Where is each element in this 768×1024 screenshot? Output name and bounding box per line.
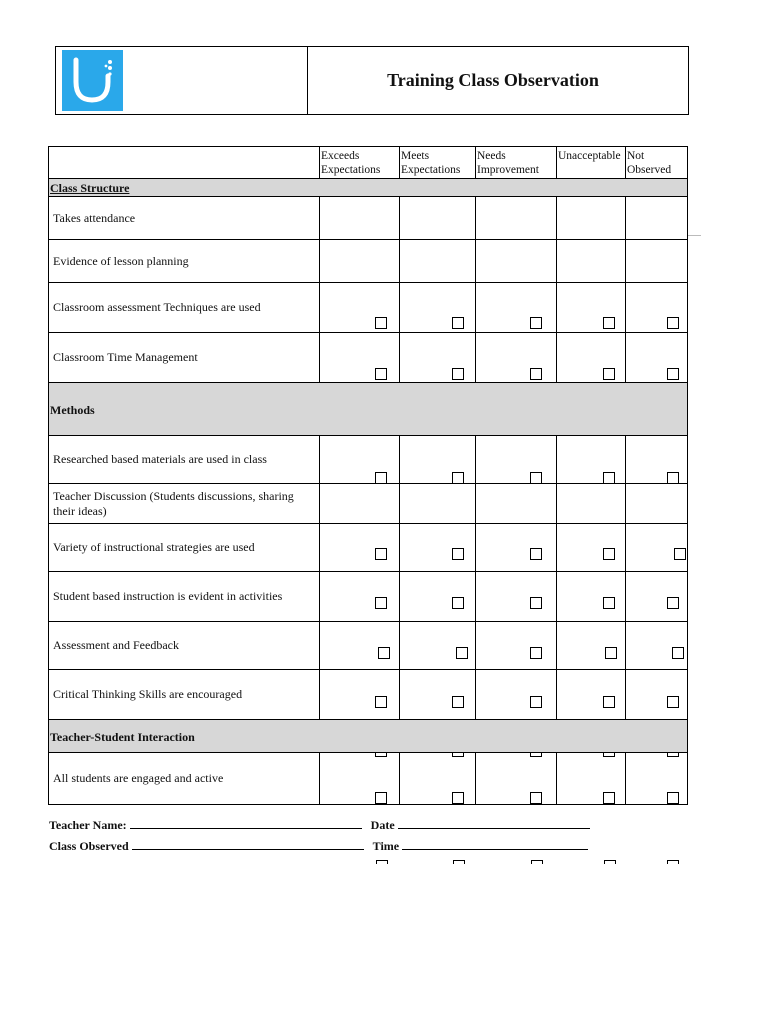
rating-cell (476, 484, 557, 524)
checkbox[interactable] (375, 317, 387, 329)
checkbox[interactable] (674, 548, 686, 560)
brand-logo-icon (62, 50, 123, 111)
checkbox[interactable] (530, 317, 542, 329)
rating-cell (320, 240, 400, 283)
col-meets: Meets Expectations (400, 147, 476, 179)
checkbox[interactable] (672, 647, 684, 659)
date-field[interactable] (398, 818, 590, 829)
rating-cell (557, 572, 626, 622)
rating-cell (400, 436, 476, 484)
checkbox[interactable] (603, 548, 615, 560)
table-row (49, 283, 688, 333)
checkbox[interactable] (378, 647, 390, 659)
observation-table (48, 146, 688, 805)
table-row (49, 197, 688, 240)
teacher-name-field[interactable] (130, 818, 362, 829)
checkbox[interactable] (530, 753, 542, 757)
page-title: Training Class Observation (387, 70, 599, 90)
rating-cell (400, 524, 476, 572)
rating-cell (320, 283, 400, 333)
table-row (49, 484, 688, 524)
checkbox[interactable] (530, 647, 542, 659)
criteria-header (49, 147, 320, 179)
checkbox[interactable] (375, 472, 387, 484)
rating-cell (476, 197, 557, 240)
checkbox[interactable] (452, 753, 464, 757)
table-row (49, 436, 688, 484)
rating-cell (557, 240, 626, 283)
rating-cell (400, 283, 476, 333)
col-unacceptable: Unacceptable (557, 147, 626, 179)
time-field[interactable] (402, 839, 588, 850)
rating-cell (557, 670, 626, 720)
checkbox (376, 860, 388, 864)
checkbox[interactable] (667, 317, 679, 329)
checkbox[interactable] (375, 548, 387, 560)
rating-cell (557, 622, 626, 670)
criterion-label: Student based instruction is evident in activities (49, 572, 320, 622)
rating-cell (400, 240, 476, 283)
checkbox[interactable] (603, 753, 615, 757)
criterion-label: Variety of instructional strategies are used (49, 524, 320, 572)
rating-cell (476, 572, 557, 622)
checkbox[interactable] (603, 696, 615, 708)
checkbox[interactable] (375, 753, 387, 757)
rating-cell (626, 572, 688, 622)
teacher-date-row (49, 818, 590, 833)
rating-cell (476, 240, 557, 283)
criterion-label: Critical Thinking Skills are encouraged (49, 670, 320, 720)
class-time-row (49, 839, 588, 854)
rating-cell (320, 753, 400, 805)
rating-cell (400, 484, 476, 524)
criterion-label: All students are engaged and active (49, 753, 320, 805)
checkbox[interactable] (603, 317, 615, 329)
checkbox (531, 860, 543, 864)
rating-cell (557, 197, 626, 240)
rating-cell (626, 622, 688, 670)
checkbox (667, 860, 679, 864)
checkbox[interactable] (667, 792, 679, 804)
table-row (49, 333, 688, 383)
checkbox[interactable] (667, 368, 679, 380)
rating-cell (626, 283, 688, 333)
checkbox[interactable] (375, 368, 387, 380)
rating-cell (476, 436, 557, 484)
rating-cell (626, 670, 688, 720)
col-exceeds: Exceeds Expectations (320, 147, 400, 179)
rating-cell (557, 333, 626, 383)
rating-cell (320, 436, 400, 484)
rating-cell (476, 524, 557, 572)
checkbox[interactable] (452, 597, 464, 609)
table-row (49, 524, 688, 572)
checkbox[interactable] (452, 696, 464, 708)
table-row (49, 622, 688, 670)
rating-cell (400, 197, 476, 240)
section-label: Methods (49, 383, 688, 436)
rating-cell (476, 333, 557, 383)
rating-cell (476, 753, 557, 805)
checkbox[interactable] (452, 472, 464, 484)
rating-cell (476, 283, 557, 333)
rating-cell (626, 197, 688, 240)
col-needs: Needs Improvement (476, 147, 557, 179)
date-label: Date (370, 818, 395, 832)
rating-cell (626, 484, 688, 524)
rating-cell (320, 572, 400, 622)
title-cell (308, 47, 688, 114)
criterion-label: Classroom assessment Techniques are used (49, 283, 320, 333)
rating-cell (320, 484, 400, 524)
section-label: Teacher-Student Interaction (49, 720, 688, 753)
rating-cell (320, 524, 400, 572)
rating-cell (476, 670, 557, 720)
class-observed-field[interactable] (132, 839, 364, 850)
rating-cell (626, 333, 688, 383)
checkbox[interactable] (456, 647, 468, 659)
rating-cell (626, 753, 688, 805)
rating-cell (400, 333, 476, 383)
rating-cell (400, 753, 476, 805)
checkbox[interactable] (530, 368, 542, 380)
rating-cell (400, 670, 476, 720)
checkbox[interactable] (667, 472, 679, 484)
criterion-label: Researched based materials are used in class (49, 436, 320, 484)
class-observed-label: Class Observed (49, 839, 129, 853)
checkbox[interactable] (530, 792, 542, 804)
checkbox[interactable] (452, 368, 464, 380)
section-teacher-student-interaction (49, 720, 688, 753)
rating-cell (626, 240, 688, 283)
checkbox[interactable] (667, 597, 679, 609)
table-row (49, 240, 688, 283)
checkbox[interactable] (375, 597, 387, 609)
criterion-label: Takes attendance (49, 197, 320, 240)
criterion-label: Assessment and Feedback (49, 622, 320, 670)
checkbox[interactable] (452, 317, 464, 329)
checkbox[interactable] (603, 597, 615, 609)
criterion-label: Classroom Time Management (49, 333, 320, 383)
checkbox[interactable] (603, 792, 615, 804)
checkbox[interactable] (375, 792, 387, 804)
table-row (49, 572, 688, 622)
header-box (55, 46, 689, 115)
checkbox (453, 860, 465, 864)
checkbox[interactable] (603, 472, 615, 484)
rating-cell (557, 436, 626, 484)
divider (687, 235, 701, 236)
rating-cell (320, 670, 400, 720)
criterion-label: Teacher Discussion (Students discussions, sharing their ideas) (49, 484, 320, 524)
rating-cell (400, 622, 476, 670)
teacher-name-label: Teacher Name: (49, 818, 127, 832)
checkbox[interactable] (667, 696, 679, 708)
checkbox[interactable] (605, 647, 617, 659)
logo-cell (56, 47, 308, 114)
rating-cell (557, 283, 626, 333)
section-label: Class Structure (49, 179, 688, 197)
checkbox (604, 860, 616, 864)
checkbox[interactable] (530, 696, 542, 708)
checkbox[interactable] (530, 472, 542, 484)
rating-cell (400, 572, 476, 622)
rating-cell (626, 524, 688, 572)
column-header-row (49, 147, 688, 179)
checkbox[interactable] (530, 597, 542, 609)
checkbox[interactable] (452, 548, 464, 560)
rating-cell (557, 753, 626, 805)
rating-cell (557, 484, 626, 524)
checkbox[interactable] (603, 368, 615, 380)
table-row (49, 670, 688, 720)
checkbox[interactable] (530, 548, 542, 560)
rating-cell (476, 622, 557, 670)
col-not-observed: Not Observed (626, 147, 688, 179)
checkbox[interactable] (375, 696, 387, 708)
section-class-structure (49, 179, 688, 197)
section-methods (49, 383, 688, 436)
rating-cell (557, 524, 626, 572)
checkbox[interactable] (667, 753, 679, 757)
rating-cell (320, 333, 400, 383)
time-label: Time (372, 839, 400, 853)
table-row (49, 753, 688, 805)
checkbox[interactable] (452, 792, 464, 804)
rating-cell (320, 197, 400, 240)
rating-cell (320, 622, 400, 670)
criterion-label: Evidence of lesson planning (49, 240, 320, 283)
rating-cell (626, 436, 688, 484)
